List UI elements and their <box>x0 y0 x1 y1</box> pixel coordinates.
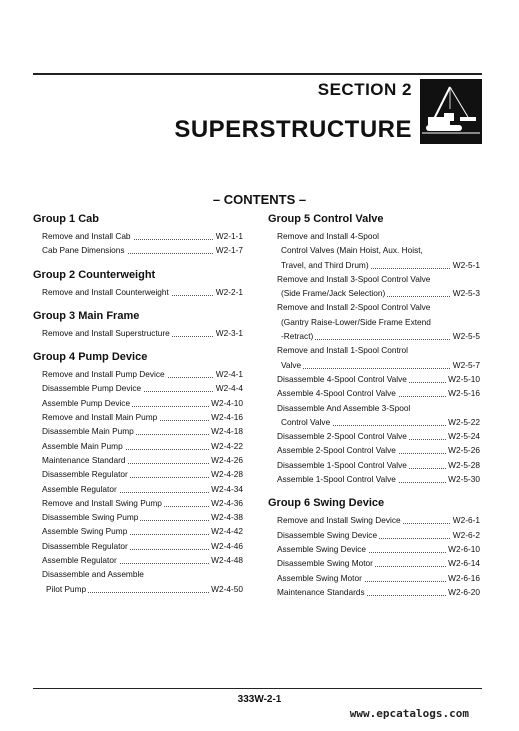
toc-entry[interactable] <box>268 343 480 357</box>
toc-entry[interactable] <box>268 542 480 556</box>
group-title: Group 2 Counterweight <box>33 268 156 281</box>
right-column <box>268 212 480 599</box>
entry-list <box>33 367 243 596</box>
top-rule <box>33 73 482 75</box>
toc-entry[interactable] <box>268 258 480 272</box>
toc-group <box>33 268 243 299</box>
entry-page: W2-4-50 <box>209 582 243 596</box>
crane-icon <box>420 79 482 144</box>
entry-label: Remove and Install Cab <box>42 231 131 241</box>
section-label: SECTION 2 <box>317 80 412 99</box>
page-number: 333W-2-1 <box>237 694 282 705</box>
toc-entry[interactable] <box>33 381 243 395</box>
entry-label: Control Valve <box>281 416 331 427</box>
entry-label: Disassemble And Assemble 3-Spool <box>277 402 411 413</box>
entry-page: W2-1-7 <box>214 243 243 257</box>
toc-entry[interactable] <box>33 482 243 496</box>
entry-page: W2-6-14 <box>446 556 480 570</box>
entry-label: Assemble 2-Spool Control Valve <box>277 445 396 456</box>
entry-page: W2-5-28 <box>446 458 480 472</box>
entry-page: W2-6-2 <box>451 528 480 542</box>
toc-entry[interactable] <box>268 286 480 300</box>
toc-entry[interactable] <box>33 367 243 381</box>
entry-label: (Side Frame/Jack Selection) <box>281 288 386 299</box>
toc-entry[interactable] <box>268 472 480 486</box>
toc-entry[interactable] <box>268 443 480 457</box>
entry-page: W2-6-1 <box>451 513 480 527</box>
toc-entry[interactable] <box>268 458 480 472</box>
entry-label: Remove and Install 4-Spool <box>277 231 379 241</box>
entry-page: W2-5-5 <box>451 329 480 343</box>
entry-label: Assemble Pump Device <box>42 397 131 408</box>
entry-list <box>33 285 243 299</box>
entry-label: Remove and Install Pump Device <box>42 369 165 380</box>
entry-page: W2-4-16 <box>209 410 243 424</box>
entry-page: W2-5-26 <box>446 443 480 457</box>
entry-page: W2-4-28 <box>209 467 243 481</box>
entry-label: Remove and Install Main Pump <box>42 412 158 423</box>
entry-label: Travel, and Third Drum) <box>281 259 369 270</box>
toc-entry[interactable] <box>268 415 480 429</box>
toc-entry[interactable] <box>33 524 243 538</box>
toc-entry[interactable] <box>268 243 480 257</box>
toc-entry[interactable] <box>268 372 480 386</box>
toc-entry[interactable] <box>33 496 243 510</box>
group-title: Group 3 Main Frame <box>33 309 140 322</box>
entry-label: Cab Pane Dimensions <box>42 245 125 256</box>
entry-page: W2-2-1 <box>214 285 243 299</box>
toc-entry[interactable] <box>33 567 243 581</box>
entry-label: Disassemble Regulator <box>42 540 128 551</box>
entry-label: Disassemble and Assemble <box>42 569 144 580</box>
toc-group <box>268 212 480 486</box>
section-title: SUPERSTRUCTURE <box>174 116 412 143</box>
toc-entry[interactable] <box>33 410 243 424</box>
toc-entry[interactable] <box>268 315 480 329</box>
entry-page: W2-4-42 <box>209 524 243 538</box>
toc-entry[interactable] <box>268 585 480 599</box>
toc-entry[interactable] <box>268 272 480 286</box>
entry-page: W2-5-22 <box>446 415 480 429</box>
toc-entry[interactable] <box>33 326 243 340</box>
toc-entry[interactable] <box>268 300 480 314</box>
toc-entry[interactable] <box>33 285 243 299</box>
toc-entry[interactable] <box>33 539 243 553</box>
toc-entry[interactable] <box>33 467 243 481</box>
toc-entry[interactable] <box>33 510 243 524</box>
entry-page: W2-4-18 <box>209 424 243 438</box>
toc-entry[interactable] <box>268 386 480 400</box>
entry-list <box>33 229 243 258</box>
entry-label: Control Valves (Main Hoist, Aux. Hoist, <box>281 245 423 256</box>
toc-entry[interactable] <box>268 429 480 443</box>
toc-group <box>33 212 243 258</box>
toc-entry[interactable] <box>33 243 243 257</box>
entry-page: W2-5-1 <box>451 258 480 272</box>
entry-page: W2-4-26 <box>209 453 243 467</box>
entry-label: Assemble Swing Motor <box>277 572 362 583</box>
toc-entry[interactable] <box>268 401 480 415</box>
entry-label: Disassemble 2-Spool Control Valve <box>277 431 407 442</box>
entry-page: W2-5-10 <box>446 372 480 386</box>
entry-label: Remove and Install 2-Spool Control Valve <box>277 302 431 313</box>
entry-page: W2-5-3 <box>451 286 480 300</box>
group-title: Group 4 Pump Device <box>33 351 148 364</box>
entry-page: W2-4-46 <box>209 539 243 553</box>
toc-group <box>268 496 480 599</box>
entry-label: Remove and Install Superstructure <box>42 327 170 338</box>
group-spacer <box>268 486 480 496</box>
entry-label: Remove and Install Counterweight <box>42 286 169 297</box>
entry-page: W2-5-30 <box>446 472 480 486</box>
entry-label: Disassemble Pump Device <box>42 383 142 394</box>
entry-label: Remove and Install Swing Pump <box>42 497 162 508</box>
entry-page: W2-4-1 <box>214 367 243 381</box>
toc-entry[interactable] <box>268 358 480 372</box>
entry-label: Disassemble 4-Spool Control Valve <box>277 373 407 384</box>
entry-page: W2-4-10 <box>209 396 243 410</box>
entry-page: W2-1-1 <box>214 229 243 243</box>
toc-entry[interactable] <box>33 229 243 243</box>
group-spacer <box>33 299 243 309</box>
entry-page: W2-6-16 <box>446 571 480 585</box>
entry-page: W2-4-48 <box>209 553 243 567</box>
entry-label: Assemble 1-Spool Control Valve <box>277 474 396 485</box>
entry-label: Disassemble Swing Pump <box>42 512 139 523</box>
entry-label: Disassemble Swing Motor <box>277 558 373 569</box>
toc-entry[interactable] <box>268 229 480 243</box>
entry-label: -Retract) <box>281 331 314 342</box>
group-title: Group 5 Control Valve <box>268 213 384 225</box>
entry-page: W2-6-10 <box>446 542 480 556</box>
entry-list <box>33 326 243 340</box>
entry-label: Remove and Install Swing Device <box>277 515 401 526</box>
toc-entry[interactable] <box>268 528 480 542</box>
entry-label: Disassemble Regulator <box>42 469 128 480</box>
entry-label: Pilot Pump <box>46 583 87 594</box>
entry-page: W2-4-22 <box>209 439 243 453</box>
entry-label: Disassemble Swing Device <box>277 529 378 540</box>
entry-page: W2-5-7 <box>451 358 480 372</box>
toc-entry[interactable] <box>33 424 243 438</box>
entry-label: Disassemble Main Pump <box>42 426 134 437</box>
toc-entry[interactable] <box>33 553 243 567</box>
contents-heading: – CONTENTS – <box>212 192 307 207</box>
entry-label: Assemble Swing Device <box>277 543 366 554</box>
entry-page: W2-6-20 <box>446 585 480 599</box>
watermark-url: www.epcatalogs.com <box>349 707 469 720</box>
entry-label: (Gantry Raise-Lower/Side Frame Extend <box>281 316 431 327</box>
toc-entry[interactable] <box>268 513 480 527</box>
entry-page: W2-5-16 <box>446 386 480 400</box>
entry-label: Maintenance Standards <box>277 586 365 597</box>
entry-label: Assemble Main Pump <box>42 440 123 451</box>
entry-label: Assemble Regulator <box>42 483 117 494</box>
left-column <box>33 212 243 596</box>
group-spacer <box>33 340 243 350</box>
toc-entry[interactable] <box>268 556 480 570</box>
entry-label: Assemble Regulator <box>42 555 117 566</box>
toc-entry[interactable] <box>268 329 480 343</box>
toc-entry[interactable] <box>33 582 243 596</box>
entry-list <box>268 513 480 599</box>
entry-label: Disassemble 1-Spool Control Valve <box>277 459 407 470</box>
group-spacer <box>33 258 243 268</box>
entry-list <box>268 229 480 486</box>
toc-group <box>33 350 243 596</box>
bottom-rule <box>33 688 482 689</box>
entry-page: W2-3-1 <box>214 326 243 340</box>
toc-entry[interactable] <box>33 396 243 410</box>
entry-page: W2-4-4 <box>214 381 243 395</box>
entry-label: Maintenance Standard <box>42 454 126 465</box>
toc-entry[interactable] <box>33 453 243 467</box>
group-title: Group 6 Swing Device <box>268 497 385 510</box>
entry-page: W2-4-38 <box>209 510 243 524</box>
entry-label: Valve <box>281 359 302 370</box>
entry-page: W2-4-34 <box>209 482 243 496</box>
entry-label: Remove and Install 1-Spool Control <box>277 345 408 356</box>
toc-entry[interactable] <box>33 439 243 453</box>
entry-label: Remove and Install 3-Spool Control Valve <box>277 273 431 284</box>
entry-label: Assemble 4-Spool Control Valve <box>277 388 396 399</box>
group-title: Group 1 Cab <box>33 213 100 225</box>
entry-label: Assemble Swing Pump <box>42 526 128 537</box>
entry-page: W2-5-24 <box>446 429 480 443</box>
toc-entry[interactable] <box>268 571 480 585</box>
toc-group <box>33 309 243 340</box>
entry-page: W2-4-36 <box>209 496 243 510</box>
